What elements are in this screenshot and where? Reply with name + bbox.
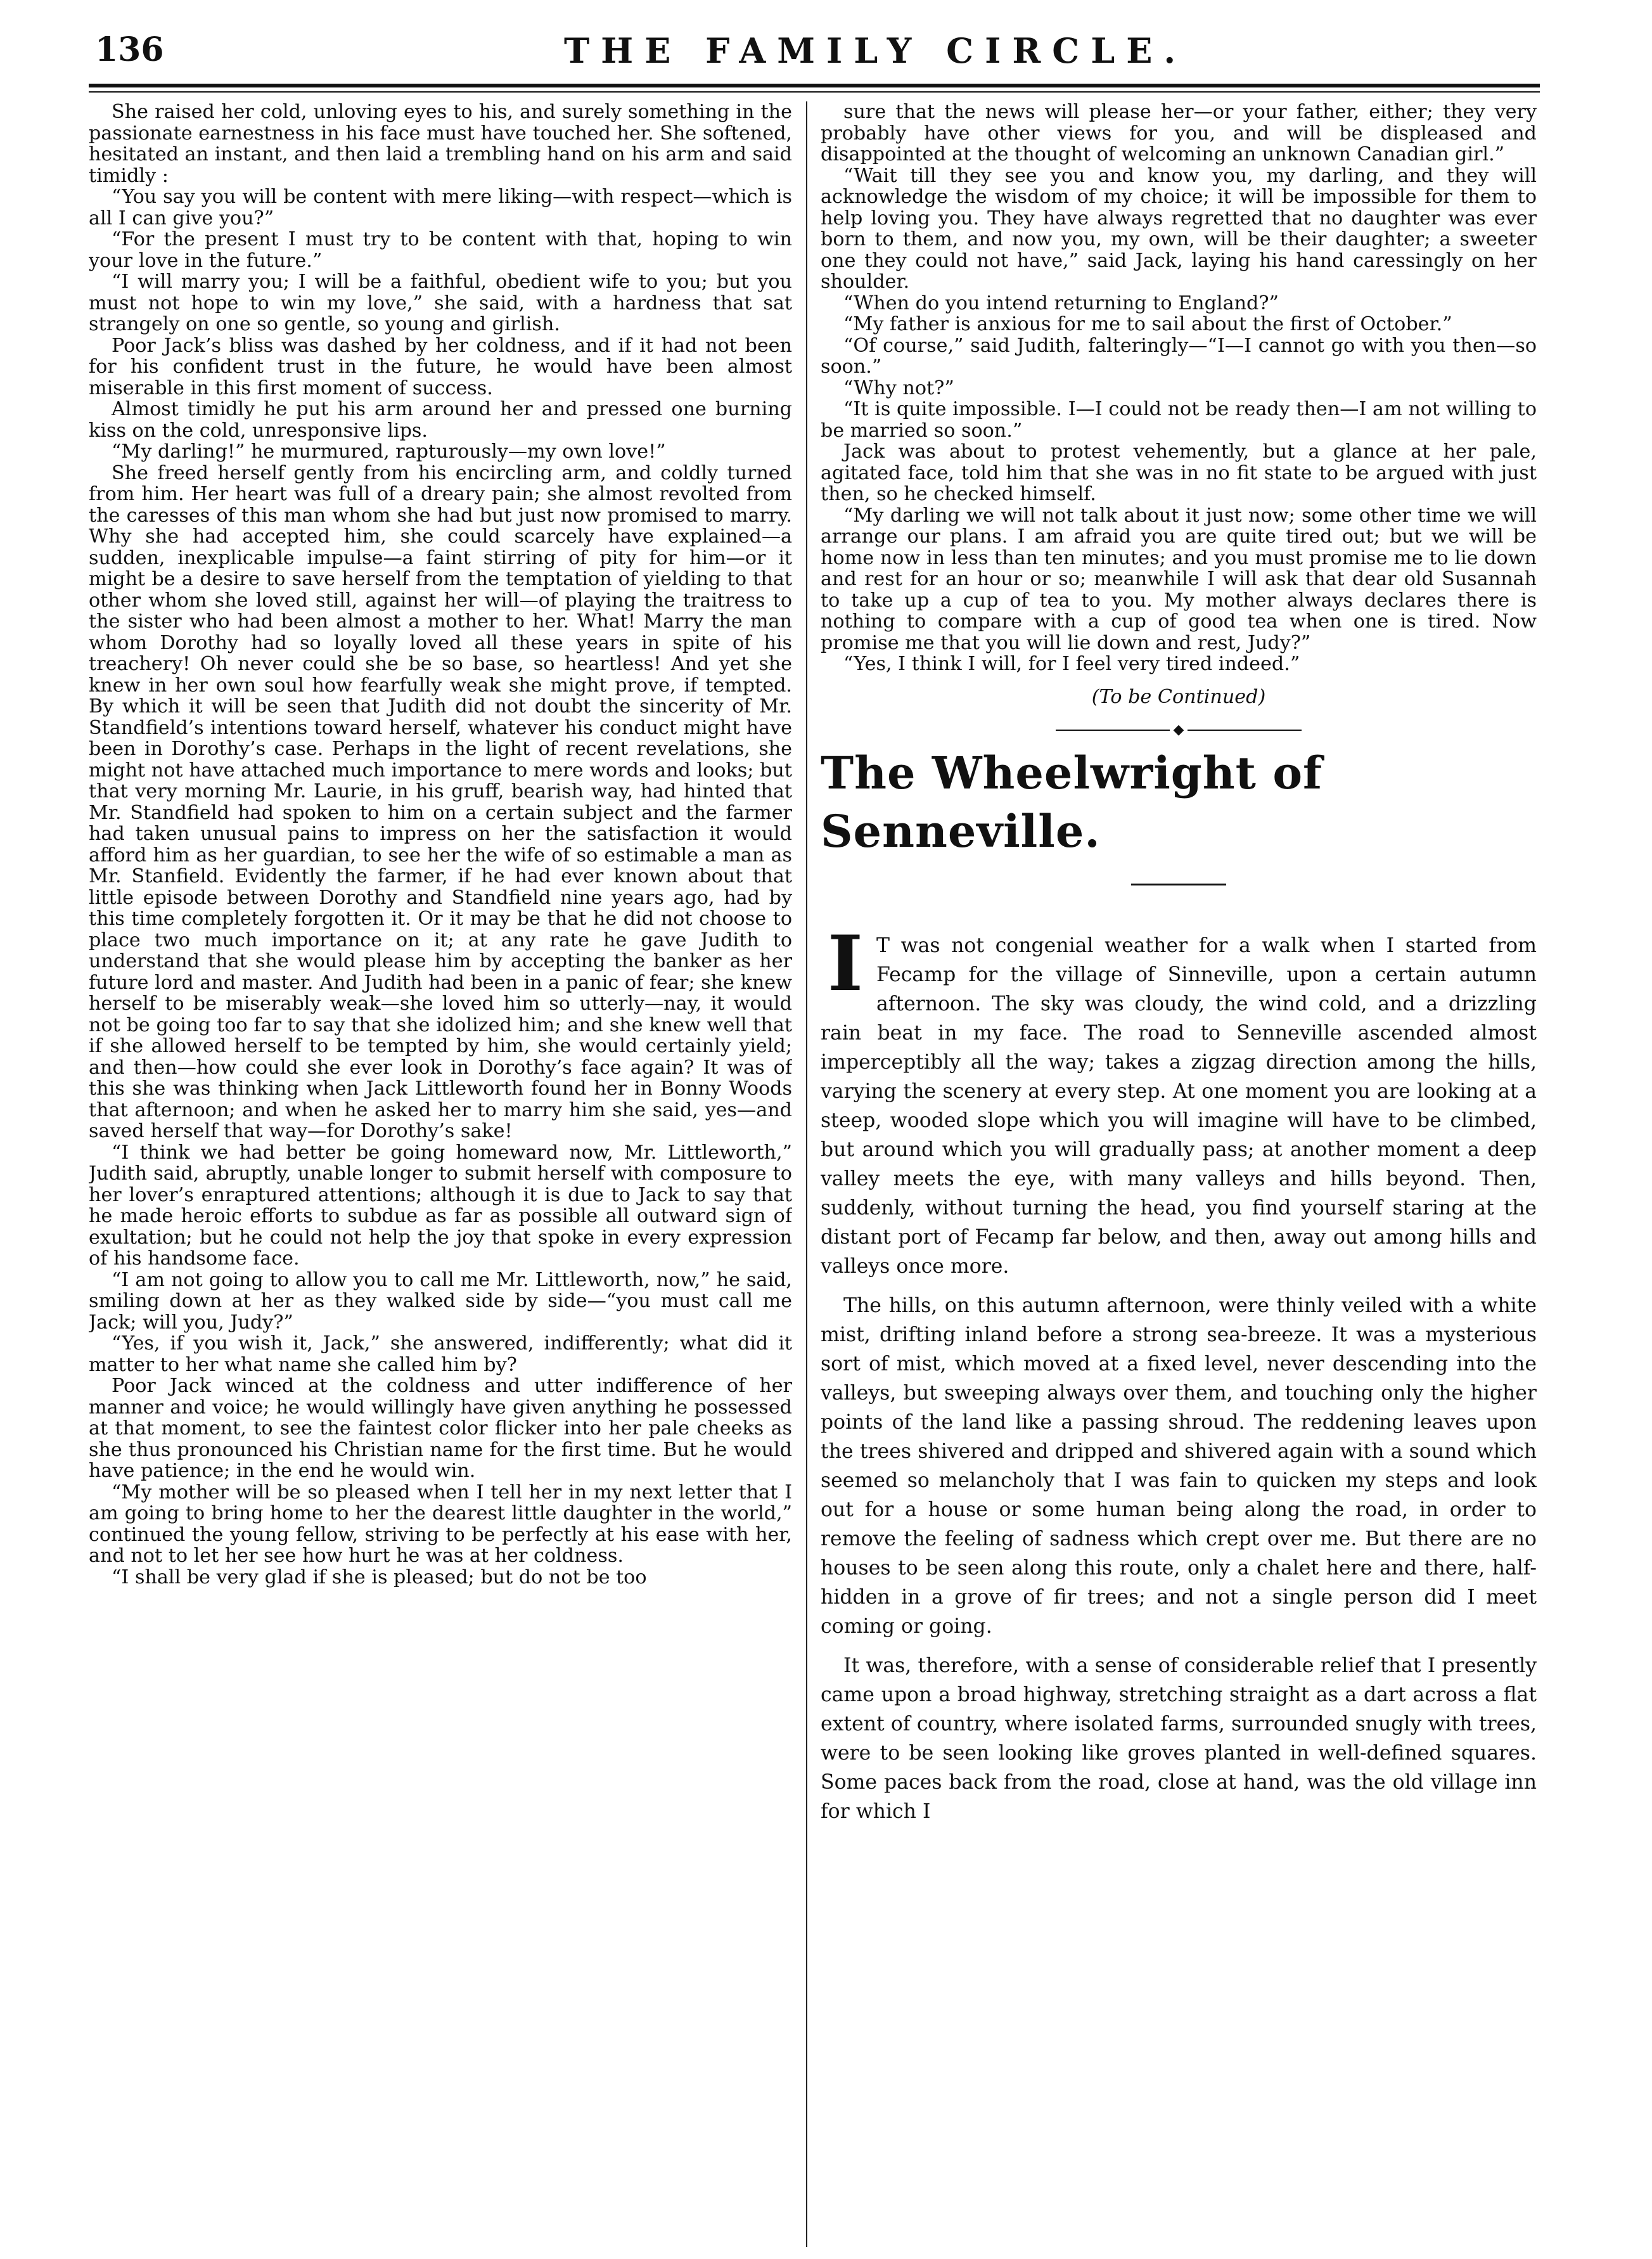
paragraph: “My darling we will not talk about it just now; some other time we will arrange our plans. I am afraid you are quite tired out; but we will be home now in less than ten minutes; and you must promise me to lie down and rest for an hour or so; meanwhile I will ask that dear old Susannah to take up a cup of tea to you. My mother always declares there is nothing to compare with a cup of good tea when one is tired. Now promise me that you will lie down and rest, Judy?” xyxy=(821,504,1537,654)
story-first-paragraph xyxy=(821,919,1537,1281)
story-paragraph: The hills, on this autumn afternoon, were thinly veiled with a white mist, drifting inland before a strong sea-breeze. It was a mysterious sort of mist, which moved at a fixed level, never descending into the valleys, but sweeping always over them, and touching only the higher points of the land like a passing shroud. The reddening leaves upon the trees shivered and dripped and shivered again with a sound which seemed so melancholy that I was fain to quicken my steps and look out for a house or some human being along the road, in order to remove the feeling of sadness which crept over me. But there are no houses to be seen along this route, only a chalet here and there, half-hidden in a grove of fir trees; and not a single person did I meet coming or going. xyxy=(821,1294,1537,1638)
left-column xyxy=(89,101,792,2247)
paragraph: Poor Jack’s bliss was dashed by her coldness, and if it had not been for his confident trust in the future, he would have been almost miserable in this first moment of success. xyxy=(89,334,792,399)
section-ornament xyxy=(821,724,1537,737)
drop-cap: I xyxy=(827,919,864,1008)
diamond-icon: ◆ xyxy=(1173,722,1184,738)
paragraph: “I shall be very glad if she is pleased; but do not be too xyxy=(112,1566,647,1588)
ornament-line-left xyxy=(1056,730,1170,731)
paragraph: “I am not going to allow you to call me Mr. Littleworth, now,” he said, smiling down at her as they walked side by side—“you must call me Jack; will you, Judy?” xyxy=(89,1268,792,1334)
paragraph: Poor Jack winced at the coldness and utter indifference of her manner and voice; he would willingly have given anything he possessed at that moment, to see the faintest color flicker into her pale cheeks as she thus pronounced his Christian name for the first time. But he would have patience; in the end he would win. xyxy=(89,1375,792,1482)
right-column xyxy=(821,101,1537,2247)
paragraph: She raised her cold, unloving eyes to his, and surely something in the passionate earnestness in his face must have touched her. She softened, hesitated an instant, and then laid a trembling hand on his arm and said timidly : xyxy=(89,101,792,187)
to-be-continued: (To be Continued) xyxy=(1091,685,1266,708)
paragraph: “Wait till they see you and know you, my darling, and they will acknowledge the wisdom of my choice; it will be impossible for them to help loving you. They have always regretted that no daughter was ever born to them, and now you, my own, will be their daughter; a sweeter one they could not have,” said Jack, laying his hand caressingly on her shoulder. xyxy=(821,164,1537,293)
story-paragraph: It was, therefore, with a sense of considerable relief that I presently came upon a broad highway, stretching straight as a dart across a flat extent of country, where isolated farms, surrounded snugly with trees, were to be seen looking like groves planted in well-defined squares. Some paces back from the road, close at hand, was the old village inn for which I xyxy=(821,1654,1537,1823)
page-number: 136 xyxy=(95,30,164,69)
paragraph: “Why not?” xyxy=(843,376,954,399)
paragraph: “My darling!” he murmured, rapturously—my own love!” xyxy=(112,441,666,463)
header-rule-thick xyxy=(89,84,1540,87)
running-title: THE FAMILY CIRCLE. xyxy=(564,30,1188,71)
header-rule-thin xyxy=(89,91,1540,93)
title-rule xyxy=(1131,884,1226,885)
story-body xyxy=(821,919,1537,1826)
paragraph: “Yes, if you wish it, Jack,” she answered, indifferently; what did it matter to her what name she called him by? xyxy=(89,1332,792,1376)
paragraph: “My father is anxious for me to sail about the first of October.” xyxy=(843,313,1452,335)
paragraph: “Of course,” said Judith, falteringly—“I—I cannot go with you then—so soon.” xyxy=(821,334,1537,378)
paragraph: “You say you will be content with mere liking—with respect—which is all I can give you?” xyxy=(89,186,792,229)
paragraph: She freed herself gently from his encircling arm, and coldly turned from him. Her heart was full of a dreary pain; she almost revolted from the caresses of this man whom she had but just now promised to marry. Why she had accepted him, she could scarcely have explained—a sudden, inexplicable impulse—a faint stirring of pity for him—or it might be a desire to save herself from the temptation of yielding to that other whom she loved still, against her will—of playing the traitress to the sister who had been almost a mother to her. What! Marry the man whom Dorothy had so loyally loved all these years in spite of his treachery! Oh never could she be so base, so heartless! And yet she knew in her own soul how fearfully weak she might prove, if tempted. By which it will be seen that Judith did not doubt the sincerity of Mr. Standfield’s intentions toward herself, whatever his conduct might have been in Dorothy’s case. Perhaps in the light of recent revelations, she might not have attached much importance to mere words and looks; but that very morning Mr. Laurie, in his gruff, bearish way, had hinted that Mr. Standfield had spoken to him on a certain subject and the farmer had taken unusual pains to impress on her the satisfaction it would afford him as her guardian, to see her the wife of so estimable a man as Mr. Stanfield. Evidently the farmer, if he had ever known about that little episode between Dorothy and Standfield nine years ago, had by this time completely forgotten it. Or it may be that he did not choose to place two much importance on it; at any rate he gave Judith to understand that she would please him by accepting the banker as her future lord and master. And Judith had been in a panic of fear; she knew herself to be miserably weak—she loved him so utterly—nay, it would not be going too far to say that she idolized him; and she knew well that if she allowed herself to be tempted by him, she would certainly yield; and then—how could she ever look in Dorothy’s face again? It was of this she was thinking when Jack Littleworth found her in Bonny Woods that afternoon; and when he asked her to marry him she said, yes—and saved herself that way—for Dorothy’s sake! xyxy=(89,461,792,1142)
ornament-line-right xyxy=(1188,730,1302,731)
paragraph: “It is quite impossible. I—I could not be ready then—I am not willing to be married so soon.” xyxy=(821,398,1537,442)
paragraph: “When do you intend returning to England?” xyxy=(843,292,1279,314)
paragraph: “My mother will be so pleased when I tell her in my next letter that I am going to bring home to her the dearest little daughter in the world,” continued the young fellow, striving to be perfectly at his ease with her, and not to let her see how hurt he was at her coldness. xyxy=(89,1481,792,1567)
story-paragraph-text: T was not congenial weather for a walk when I started from Fecamp for the village of Sinneville, upon a certain autumn afternoon. The sky was cloudy, the wind cold, and a drizzling rain beat in my face. The road to Senneville ascended almost imperceptibly all the way; takes a zigzag direction among the hills, varying the scenery at every step. At one moment you are looking at a steep, wooded slope which you will imagine will have to be climbed, but around which you will gradually pass; at another moment a deep valley meets the eye, with many valleys and hills beyond. Then, suddenly, without turning the head, you find yourself staring at the distant port of Fecamp far below, and then, away out among hills and valleys once more. xyxy=(821,934,1537,1278)
story-title: The Wheelwright of Senneville. xyxy=(821,747,1323,858)
paragraph: “I think we had better be going homeward now, Mr. Littleworth,” Judith said, abruptly, unable longer to submit herself with composure to her lover’s enraptured attentions; although it is due to Jack to say that he made heroic efforts to subdue as far as possible all outward sign of exultation; but he could not help the joy that spoke in every expression of his handsome face. xyxy=(89,1141,792,1270)
paragraph: Jack was about to protest vehemently, but a glance at her pale, agitated face, told him that she was in no fit state to be argued with just then, so he checked himself. xyxy=(821,441,1537,505)
paragraph: “I will marry you; I will be a faithful, obedient wife to you; but you must not hope to win my love,” she said, with a hardness that sat strangely on one so gentle, so young and girlish. xyxy=(89,271,792,335)
paragraph: Almost timidly he put his arm around her and pressed one burning kiss on the cold, unresponsive lips. xyxy=(89,398,792,442)
paragraph: “Yes, I think I will, for I feel very tired indeed.” xyxy=(843,653,1300,675)
column-divider xyxy=(806,101,807,2247)
paragraph: “For the present I must try to be content with that, hoping to win your love in the future.” xyxy=(89,228,792,272)
paragraph: sure that the news will please her—or your father, either; they very probably have other views for you, and will be displeased and disappointed at the thought of welcoming an unknown Canadian girl.” xyxy=(821,101,1537,165)
page-header xyxy=(95,30,1553,81)
